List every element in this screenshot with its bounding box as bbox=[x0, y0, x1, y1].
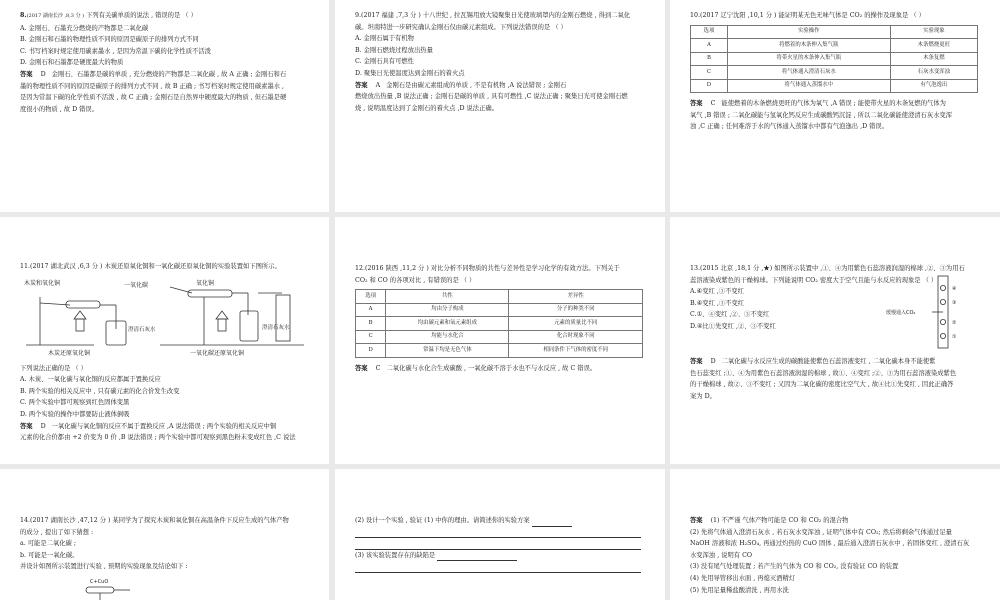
q12-stem-line: CO₂ 和 CO 的各项对比 , 有错误的是 （ ） bbox=[355, 276, 476, 284]
table-cell: 将燃着的木条伸入集气瓶 bbox=[727, 39, 890, 53]
table-cell: 木条复燃 bbox=[890, 52, 977, 66]
q14-guess: a. 可能是二氧化碳 ; bbox=[20, 540, 76, 548]
q8-option: D. 金刚石和石墨都是硬度最大的物质 bbox=[20, 59, 124, 67]
answer-blank-line bbox=[355, 561, 643, 573]
question-14-answer-panel bbox=[670, 469, 1000, 600]
explanation-line: 度很小的物质 , 故 D 错误。 bbox=[20, 105, 99, 113]
q9-option: D. 聚集日光使温度达到金刚石的着火点 bbox=[355, 69, 465, 77]
explanation-line: 墨的物理性质不同的原因是碳原子的排列方式不同 , 故 B 正确 ; 书写档案时规定使用碳素墨水 , bbox=[20, 82, 285, 90]
table-header-cell: 选项 bbox=[691, 25, 728, 39]
q8-heading bbox=[20, 10, 307, 23]
answer-letter: D bbox=[40, 422, 46, 430]
q11-stem: 11.(2017 湖北武汉 ,6,3 分 ) 木炭还原氧化铜和一氧化碳还原氧化铜的实验装置如下图所示。 bbox=[20, 263, 281, 270]
question-11-panel bbox=[0, 217, 329, 464]
table-cell: 均由分子构成 bbox=[386, 303, 509, 317]
explanation-line: 二氧化碳与水化合生成碳酸 , 一氧化碳不溶于水也不与水反应 , 故 C 错误。 bbox=[386, 364, 597, 372]
question-14-continued-panel bbox=[335, 469, 665, 600]
q13-stem-line: 13.(2015 北京 ,18,1 分 ,★) 如图所示装置中 ,①、④为用紫色石蕊溶液润湿的棉球 ,②、③为用石 bbox=[690, 265, 965, 272]
explanation-line: 二氧化碳与水反应生成的碳酸能使紫色石蕊溶液变红 , 二氧化碳本身不能使紫 bbox=[721, 358, 936, 366]
q8-option: B. 金刚石和石墨的物理性质不同的原因是碳原子的排列方式不同 bbox=[20, 36, 199, 44]
table-row bbox=[356, 344, 643, 358]
table-cell: 均能与水化合 bbox=[386, 330, 509, 344]
q14-stem-line: 的成分 , 提出了如下猜想 : bbox=[20, 528, 94, 536]
answer-letter: D bbox=[710, 358, 716, 366]
table-header-cell: 共性 bbox=[386, 290, 509, 304]
table-header-cell: 实验操作 bbox=[727, 25, 890, 39]
table-cell: 木条燃烧更旺 bbox=[890, 39, 977, 53]
table-header-cell: 差异性 bbox=[509, 290, 643, 304]
answer-line: 水变浑浊 , 说明有 CO bbox=[690, 551, 753, 559]
answer-line: NaOH 溶液和浓 H₂SO₄, 再通过灼热的 CuO 固体 , 最后通入澄清石灰水中 , 若固体变红 , 澄清石灰 bbox=[690, 540, 970, 548]
q14-part2 bbox=[355, 515, 643, 527]
table-row bbox=[356, 330, 643, 344]
diagram-mark: ③ bbox=[952, 300, 957, 307]
table-cell: C bbox=[691, 66, 728, 80]
explanation-line: 烧 , 说明温度达到了金刚石的着火点 ,D 说法正确。 bbox=[355, 104, 498, 112]
diagram-label: 缓慢通入CO₂ bbox=[886, 310, 916, 317]
table-cell: B bbox=[356, 317, 386, 331]
table-cell: A bbox=[691, 39, 728, 53]
explanation-line: 能使燃着的木条燃烧更旺的气体为氧气 ,A 错误 ; 能使带火星的木条复燃的气体为 bbox=[721, 100, 946, 108]
explanation-line: 金刚石是由碳元素组成的单质 , 不是有机物 ,A 说法错误 ; 金刚石 bbox=[386, 81, 567, 89]
table-cell: 将带火星的木条伸入集气瓶 bbox=[727, 52, 890, 66]
answer-blank-line bbox=[355, 538, 643, 550]
q9-stem-line: 碳。坦南特进一步研究确认金刚石仅由碳元素组成。下列说法错误的是 （ ） bbox=[355, 23, 567, 31]
q12-answer bbox=[355, 363, 643, 375]
q14-guess: b. 可能是一氧化碳。 bbox=[20, 551, 79, 559]
table-cell: 分子的种类不同 bbox=[509, 303, 643, 317]
q13-option: B.④变红 ,③不变红 bbox=[690, 299, 745, 307]
q14-apparatus-diagram bbox=[20, 573, 140, 600]
question-14-panel bbox=[0, 469, 329, 600]
table-cell: B bbox=[691, 52, 728, 66]
q11-answer bbox=[20, 421, 307, 433]
answer-letter: D bbox=[40, 70, 46, 78]
q10-stem: 10.(2017 辽宁沈阳 ,10,1 分 ) 能证明某无色无味气体是 CO₂ 的操作及现象是 （ ） bbox=[690, 12, 925, 19]
answer-line: (4) 先用导管移出水面 , 再熄灭酒精灯 bbox=[690, 574, 796, 582]
diagram-label: C+CuO bbox=[90, 578, 109, 585]
q13-option: C.①、④变红 ,②、③不变红 bbox=[690, 311, 770, 319]
diagram-label: 澄清石灰水 bbox=[262, 324, 290, 331]
q13-tube-diagram bbox=[886, 272, 976, 350]
q11-apparatus-diagram bbox=[20, 275, 310, 359]
explanation-line: 一氧化碳与氧化铜的反应不属于置换反应 ,A 说法错误 ; 两个实验的相关反应中铜 bbox=[51, 422, 277, 430]
answer-label: 答案 bbox=[690, 517, 703, 524]
table-cell: 石灰水变浑浊 bbox=[890, 66, 977, 80]
answer-label: 答案 bbox=[355, 364, 368, 372]
q13-option: A.④变红 ,③不变红 bbox=[690, 288, 744, 296]
q8-option: C. 书写档案时规定使用碳素墨水 , 是因为常温下碳的化学性质不活泼 bbox=[20, 47, 211, 55]
diagram-label: 氧化铜 bbox=[196, 279, 215, 287]
table-row bbox=[691, 79, 978, 93]
table-row bbox=[691, 39, 978, 53]
answer-blank-line bbox=[355, 527, 643, 539]
answer-line: (3) 没有尾气处理装置 ; 若产生的气体为 CO 和 CO₂, 没有验证 CO 的装置 bbox=[690, 563, 899, 571]
q13-option: D.④比①先变红 ,②、③不变红 bbox=[690, 322, 776, 330]
explanation-line: 金刚石、石墨都是碳的单质 , 充分燃烧的产物都是二氧化碳 , 故 A 正确 ; 金刚石和石 bbox=[51, 70, 287, 78]
table-cell: 将气体通入蒸馏水中 bbox=[727, 79, 890, 93]
answer-label: 答案 bbox=[20, 422, 33, 430]
diagram-label: 澄清石灰水 bbox=[128, 326, 156, 333]
q13-stem-line: 蕊溶液染成紫色的干燥棉球。下列能说明 CO₂ 密度大于空气且能与水反应的现象是 （ ） bbox=[690, 276, 938, 284]
diagram-label: 一氧化碳 bbox=[124, 281, 149, 289]
diagram-mark: ① bbox=[952, 334, 957, 341]
explanation-line: 元素的化合价都由 +2 价变为 0 价 ,B 说法错误 ; 两个实验中都可观察到黑色粉末变成红色 ,C 说法 bbox=[20, 434, 296, 442]
q9-answer bbox=[355, 80, 643, 92]
q8-source: (2017 湖南长沙 ,8,3 分 ) bbox=[26, 13, 85, 19]
q14-design: 并设计如图所示装置进行实验 , 预期的实验现象及结论如下 : bbox=[20, 563, 188, 571]
answer-blank[interactable] bbox=[355, 527, 641, 538]
explanation-line: 的干燥棉球 , 故②、③不变红 ; 又因为二氧化碳的密度比空气大 , 故④比①先变红 , 因此正确答 bbox=[690, 381, 954, 389]
table-header-row bbox=[356, 290, 643, 304]
question-9-panel bbox=[335, 0, 665, 212]
q14-stem-line: 14.(2017 湖南长沙 ,47,12 分 ) 某同学为了探究木炭和氧化铜在高温条件下反应生成的气体产物 bbox=[20, 517, 289, 524]
q9-option: C. 金刚石具有可燃性 bbox=[355, 58, 414, 66]
answer-letter: C bbox=[710, 100, 716, 108]
q13-options-area bbox=[690, 286, 978, 344]
answer-letter: C bbox=[375, 364, 381, 372]
q11-option: C. 两个实验中都可观察到红色固体变黑 bbox=[20, 399, 130, 407]
q8-stem: 下列有关碳单质的说法 , 错误的是 （ ） bbox=[84, 12, 197, 19]
table-header-cell: 选项 bbox=[356, 290, 386, 304]
table-cell: 有气泡逸出 bbox=[890, 79, 977, 93]
q11-option: D. 两个实验的操作中都要防止液体倒吸 bbox=[20, 410, 130, 418]
answer-label: 答案 bbox=[690, 100, 703, 108]
q12-stem-line: 12.(2016 陕西 ,11,2 分 ) 对比分析不同物质的共性与差异性是学习化学的有效方法。下列关于 bbox=[355, 265, 620, 272]
answer-line: (1) 不严谨 气体产物可能是 CO 和 CO₂ 的混合物 bbox=[710, 517, 849, 524]
q12-table bbox=[355, 289, 643, 358]
q11-option: B. 两个实验的相关反应中 , 只有碳元素的化合价发生改变 bbox=[20, 387, 180, 395]
explanation-line: 燃烧放出热量 ,B 说法正确 ; 金刚石是碳的单质 , 具有可燃性 ,C 说法正确 ; 聚集日光可使金刚石燃 bbox=[355, 93, 628, 101]
diagram-label: 木炭和氧化铜 bbox=[24, 279, 61, 287]
diagram-mark: ④ bbox=[952, 286, 957, 293]
table-row bbox=[356, 303, 643, 317]
q14-part3 bbox=[355, 550, 643, 562]
diagram-caption: 一氧化碳还原氧化铜 bbox=[190, 349, 245, 357]
table-cell: C bbox=[356, 330, 386, 344]
explanation-line: 是因为常温下碳的化学性质不活泼 , 故 C 正确 ; 金刚石是自然界中硬度最大的物质 , 但石墨是硬 bbox=[20, 94, 287, 102]
explanation-line: 氧气 ,B 错误 ; 二氧化碳能与氢氧化钙反应生成碳酸钙沉淀 , 所以二氧化碳能使澄清石灰水变浑 bbox=[690, 111, 953, 119]
q14-answer bbox=[690, 515, 978, 527]
question-13-panel bbox=[670, 217, 1000, 464]
question-12-panel bbox=[335, 217, 665, 464]
answer-label: 答案 bbox=[20, 70, 33, 78]
question-8-panel bbox=[0, 0, 329, 212]
answer-line: (5) 先用足量稀盐酸清洗 , 再用水洗 bbox=[690, 586, 789, 594]
q11-question: 下列说法正确的是 （ ） bbox=[20, 364, 87, 372]
q10-table bbox=[690, 25, 978, 94]
answer-blank[interactable] bbox=[355, 539, 641, 550]
q9-option: B. 金刚石燃烧过程放出热量 bbox=[355, 46, 433, 54]
table-cell: 元素的质量比不同 bbox=[509, 317, 643, 331]
explanation-line: 浊 ,C 正确 ; 任何难溶于水的气体通入蒸馏水中都有气泡逸出 ,D 错误。 bbox=[690, 123, 889, 131]
table-cell: 均由碳元素和氧元素组成 bbox=[386, 317, 509, 331]
q13-answer bbox=[690, 356, 978, 368]
table-cell: 常温下均是无色气体 bbox=[386, 344, 509, 358]
q11-option: A. 木炭、一氧化碳与氧化铜的反应都属于置换反应 bbox=[20, 376, 161, 384]
answer-label: 答案 bbox=[355, 81, 368, 89]
table-row bbox=[691, 66, 978, 80]
question-10-panel bbox=[670, 0, 1000, 212]
q8-answer bbox=[20, 69, 307, 81]
q9-stem-line: 9.(2017 福建 ,7,3 分 ) 十八世纪 , 拉瓦锡用放大镜聚集日光使玻璃罩内的金刚石燃烧 , 得到二氧化 bbox=[355, 12, 631, 19]
q14-part3-text: (3) 该实验装置存在的缺陷是 bbox=[355, 551, 436, 559]
q10-answer bbox=[690, 98, 978, 110]
answer-line: (2) 先将气体通入澄清石灰水 , 若石灰水变浑浊 , 证明气体中有 CO₂; 然后将剩余气体通过足量 bbox=[690, 528, 952, 536]
q8-option: A. 金刚石、石墨充分燃烧的产物都是二氧化碳 bbox=[20, 24, 149, 32]
table-row bbox=[356, 317, 643, 331]
q9-option: A. 金刚石属于有机物 bbox=[355, 35, 414, 43]
answer-label: 答案 bbox=[690, 358, 703, 366]
answer-letter: A bbox=[375, 81, 381, 89]
q14-part2-text: (2) 设计一个实验 , 验证 (1) 中你的理由。请简述你的实验方案 bbox=[355, 517, 530, 524]
table-cell: 将气体通入澄清石灰水 bbox=[727, 66, 890, 80]
q8-number: 8. bbox=[20, 12, 27, 19]
table-header-row bbox=[691, 25, 978, 39]
table-cell: 相同条件下气体的密度不同 bbox=[509, 344, 643, 358]
table-cell: 化合时现象不同 bbox=[509, 330, 643, 344]
table-cell: D bbox=[691, 79, 728, 93]
table-header-cell: 实验现象 bbox=[890, 25, 977, 39]
explanation-line: 色石蕊变红 ;①、④为用紫色石蕊溶液润湿的棉球 , 故①、④变红 ;②、③为用石蕊溶液染成紫色 bbox=[690, 369, 957, 377]
table-cell: D bbox=[356, 344, 386, 358]
table-row bbox=[691, 52, 978, 66]
explanation-line: 案为 D。 bbox=[690, 392, 716, 400]
diagram-mark: ② bbox=[952, 320, 957, 327]
diagram-caption: 木炭还原氧化铜 bbox=[48, 349, 91, 357]
answer-blank[interactable] bbox=[355, 562, 641, 573]
table-cell: A bbox=[356, 303, 386, 317]
